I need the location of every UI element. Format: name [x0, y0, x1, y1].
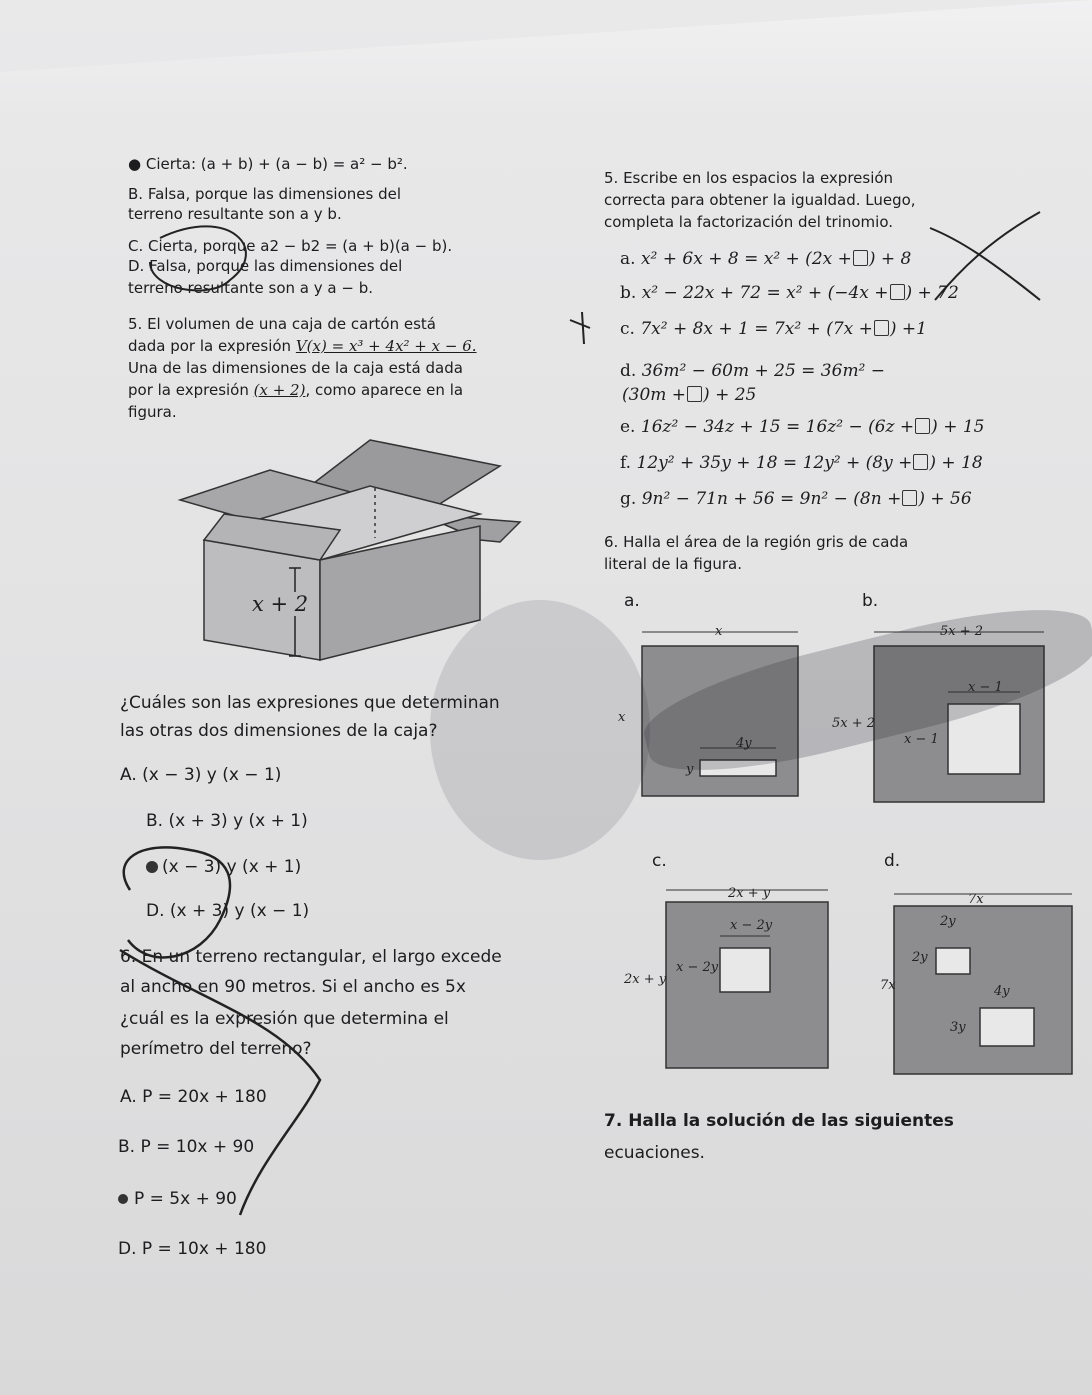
figure-c-label: c.: [652, 851, 667, 871]
figure-a: [640, 622, 810, 807]
figure-b-inner-height: x − 1: [904, 732, 939, 747]
figure-a-inner-width: 4y: [736, 736, 752, 751]
q6-line3: ¿cuál es la expresión que determina el: [120, 1009, 449, 1029]
figure-a-height-label: x: [618, 710, 626, 725]
q5-line3: Una de las dimensiones de la caja está dada: [128, 359, 463, 377]
q4-option-d-line2: terreno resultante son a y a − b.: [128, 279, 374, 297]
q6-option-a[interactable]: A. P = 20x + 180: [120, 1087, 267, 1107]
figure-d-inner2-width: 4y: [994, 984, 1010, 999]
figure-a-label: a.: [624, 591, 640, 611]
q6-right-title-line1: 6. Halla el área de la región gris de cada: [604, 533, 909, 551]
figure-b-side-label: 5x + 2: [940, 624, 984, 639]
q5-option-c[interactable]: (x − 3) y (x + 1): [146, 858, 301, 878]
q5-option-a[interactable]: A. (x − 3) y (x − 1): [120, 765, 282, 785]
q4-option-b-line1: B. Falsa, porque las dimensiones del: [128, 185, 401, 203]
q5-line4: por la expresión (x + 2), como aparece en la: [128, 381, 464, 399]
q5-question-line1: ¿Cuáles son las expresiones que determinan: [120, 693, 500, 713]
q6-line2: al ancho en 90 metros. Si el ancho es 5x: [120, 977, 466, 997]
figure-d: [892, 880, 1082, 1080]
q5-option-b[interactable]: B. (x + 3) y (x + 1): [146, 811, 308, 831]
q5-line2: dada por la expresión V(x) = x³ + 4x² + x − 6.: [128, 337, 477, 355]
equation-f: f. 12y² + 35y + 18 = 12y² + (8y + ) + 18: [620, 453, 983, 473]
q4-option-c: C. Cierta, porque a2 − b2 = (a + b)(a − b).: [128, 237, 453, 255]
q4-option-d-line1: D. Falsa, porque las dimensiones del: [128, 257, 403, 275]
blank-box[interactable]: [687, 386, 702, 402]
q5-line5: figura.: [128, 403, 177, 421]
figure-c-height-label: 2x + y: [624, 972, 667, 987]
figure-d-label: d.: [884, 851, 901, 871]
equation-b: b. x² − 22x + 72 = x² + (−4x + ) + 72: [620, 283, 959, 303]
figure-c-side-label: 2x + y: [728, 886, 771, 901]
figure-a-inner-height: y: [686, 762, 694, 777]
q5-right-title-line2: correcta para obtener la igualdad. Luego,: [604, 191, 916, 209]
q6-right-title-line2: literal de la figura.: [604, 555, 742, 573]
q5-right-title-line3: completa la factorización del trinomio.: [604, 213, 894, 231]
equation-e: e. 16z² − 34z + 15 = 16z² − (6z + ) + 15: [620, 417, 985, 437]
figure-b-height-label: 5x + 2: [832, 716, 876, 731]
q4-option-a: ● Cierta: (a + b) + (a − b) = a² − b².: [128, 155, 408, 173]
q6-line1: 6. En un terreno rectangular, el largo excede: [120, 947, 502, 967]
blank-box[interactable]: [902, 490, 917, 506]
blank-box[interactable]: [874, 320, 889, 336]
figure-c-inner-width: x − 2y: [730, 918, 773, 933]
figure-d-height-label: 7x: [880, 978, 896, 993]
q7-title-line1: 7. Halla la solución de las siguientes: [604, 1111, 954, 1131]
equation-g: g. 9n² − 71n + 56 = 9n² − (8n + ) + 56: [620, 489, 972, 509]
q6-option-b[interactable]: B. P = 10x + 90: [118, 1137, 255, 1157]
equation-c: c. 7x² + 8x + 1 = 7x² + (7x + ) +1: [620, 319, 927, 339]
figure-c: [664, 880, 844, 1075]
equation-a: a. x² + 6x + 8 = x² + (2x + ) + 8: [620, 249, 912, 269]
q7-title-line2: ecuaciones.: [604, 1143, 705, 1163]
equation-d: d. 36m² − 60m + 25 = 36m² −: [620, 361, 886, 381]
figure-b: [872, 622, 1072, 807]
volume-expression: V(x) = x³ + 4x² + x − 6.: [295, 337, 477, 355]
q6-line4: perímetro del terreno?: [120, 1039, 312, 1059]
q5-question-line2: las otras dos dimensiones de la caja?: [120, 721, 438, 741]
figure-c-inner-height: x − 2y: [676, 960, 719, 975]
figure-d-inner1-width: 2y: [940, 914, 956, 929]
q5-line1: 5. El volumen de una caja de cartón está: [128, 315, 436, 333]
blank-box[interactable]: [913, 454, 928, 470]
figure-d-inner1-height: 2y: [912, 950, 928, 965]
blank-box[interactable]: [853, 250, 868, 266]
q4-option-b-line2: terreno resultante son a y b.: [128, 205, 342, 223]
q6-option-c[interactable]: P = 5x + 90: [118, 1190, 237, 1210]
blank-box[interactable]: [890, 284, 905, 300]
figure-a-side-label: x: [715, 624, 723, 639]
equation-d-continued: (30m + ) + 25: [622, 385, 757, 405]
box-height-label: x + 2: [252, 592, 309, 616]
figure-d-side-label: 7x: [968, 892, 984, 907]
q5-right-title-line1: 5. Escribe en los espacios la expresión: [604, 169, 894, 187]
blank-box[interactable]: [915, 418, 930, 434]
q5-option-d[interactable]: D. (x + 3) y (x − 1): [146, 901, 310, 921]
figure-d-inner2-height: 3y: [950, 1020, 966, 1035]
q6-option-d[interactable]: D. P = 10x + 180: [118, 1239, 267, 1259]
figure-b-label: b.: [862, 591, 879, 611]
figure-b-inner-width: x − 1: [968, 680, 1003, 695]
